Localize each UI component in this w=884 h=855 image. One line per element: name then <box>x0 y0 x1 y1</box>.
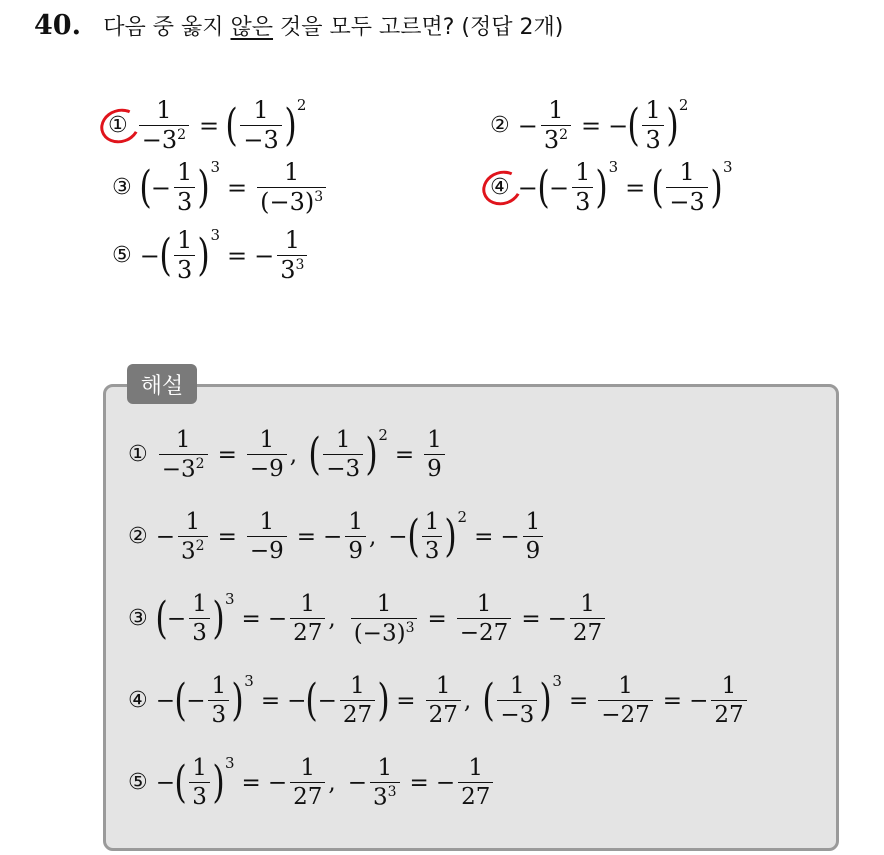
red-circle-mark-icon <box>478 166 527 211</box>
question-text: 다음 중 옳지 않은 것을 모두 고르면? (정답 2개) <box>103 15 564 40</box>
option-3-label: ③ <box>112 175 132 201</box>
question-number: 40. <box>34 10 81 41</box>
option-5: ⑤ − ( $\frac{1}{3}$ ) 3 = − $\frac{1}{3^3}$ <box>112 228 310 283</box>
option-2-label: ② <box>490 113 510 139</box>
solution-line-5: ⑤ − ( $\frac{1}{3}$ ) 3 = − $\frac{1}{27}$ , − $\frac{1}{3^3}$ = − $\frac{1}{27}$ <box>128 756 496 810</box>
option-1: ① $\frac{1}{-3^2}$ = ( $\frac{1}{-3}$ ) 2 <box>108 98 306 153</box>
solution-line-3: ③ ( − $\frac{1}{3}$ ) 3 = − $\frac{1}{27}$ , $\frac{1}{(-3)^3}$ = $\frac{1}{-27}$ = − $\frac{1}{27}$ <box>128 592 608 646</box>
solution-badge: 해설 <box>127 364 197 404</box>
option-4-label: ④ <box>490 175 510 201</box>
option-2: ② − $\frac{1}{3^2}$ = − ( $\frac{1}{3}$ ) 2 <box>490 96 689 155</box>
solution-line-2: ② − $\frac{1}{3^2}$ = $\frac{1}{-9}$ = − $\frac{1}{9}$ , − ( $\frac{1}{3}$ ) 2 = − $\frac{1}{9}$ <box>128 510 546 564</box>
underlined-word: 않은 <box>230 15 274 40</box>
option-5-label: ⑤ <box>112 243 132 269</box>
option-3: ③ ( − $\frac{1}{3}$ ) 3 = $\frac{1}{(-3)^3}$ <box>112 160 329 215</box>
question-header <box>34 10 563 41</box>
solution-line-4: ④ − ( − $\frac{1}{3}$ ) 3 = − ( − $\frac{1}{27}$ ) = $\frac{1}{27}$ , ( $\frac{1}{-3}$ ) 3 = $\frac{1}{-27}$ = − $\frac{1}{27}$ <box>128 674 750 727</box>
option-4: ④ − ( − $\frac{1}{3}$ ) 3 = ( $\frac{1}{-3}$ ) 3 <box>490 160 733 215</box>
solution-line-1: ① $\frac{1}{-3^2}$ = $\frac{1}{-9}$ , ( $\frac{1}{-3}$ ) 2 = $\frac{1}{9}$ <box>128 428 448 482</box>
option-1-label: ① <box>108 113 128 139</box>
red-circle-mark-icon <box>96 104 145 149</box>
